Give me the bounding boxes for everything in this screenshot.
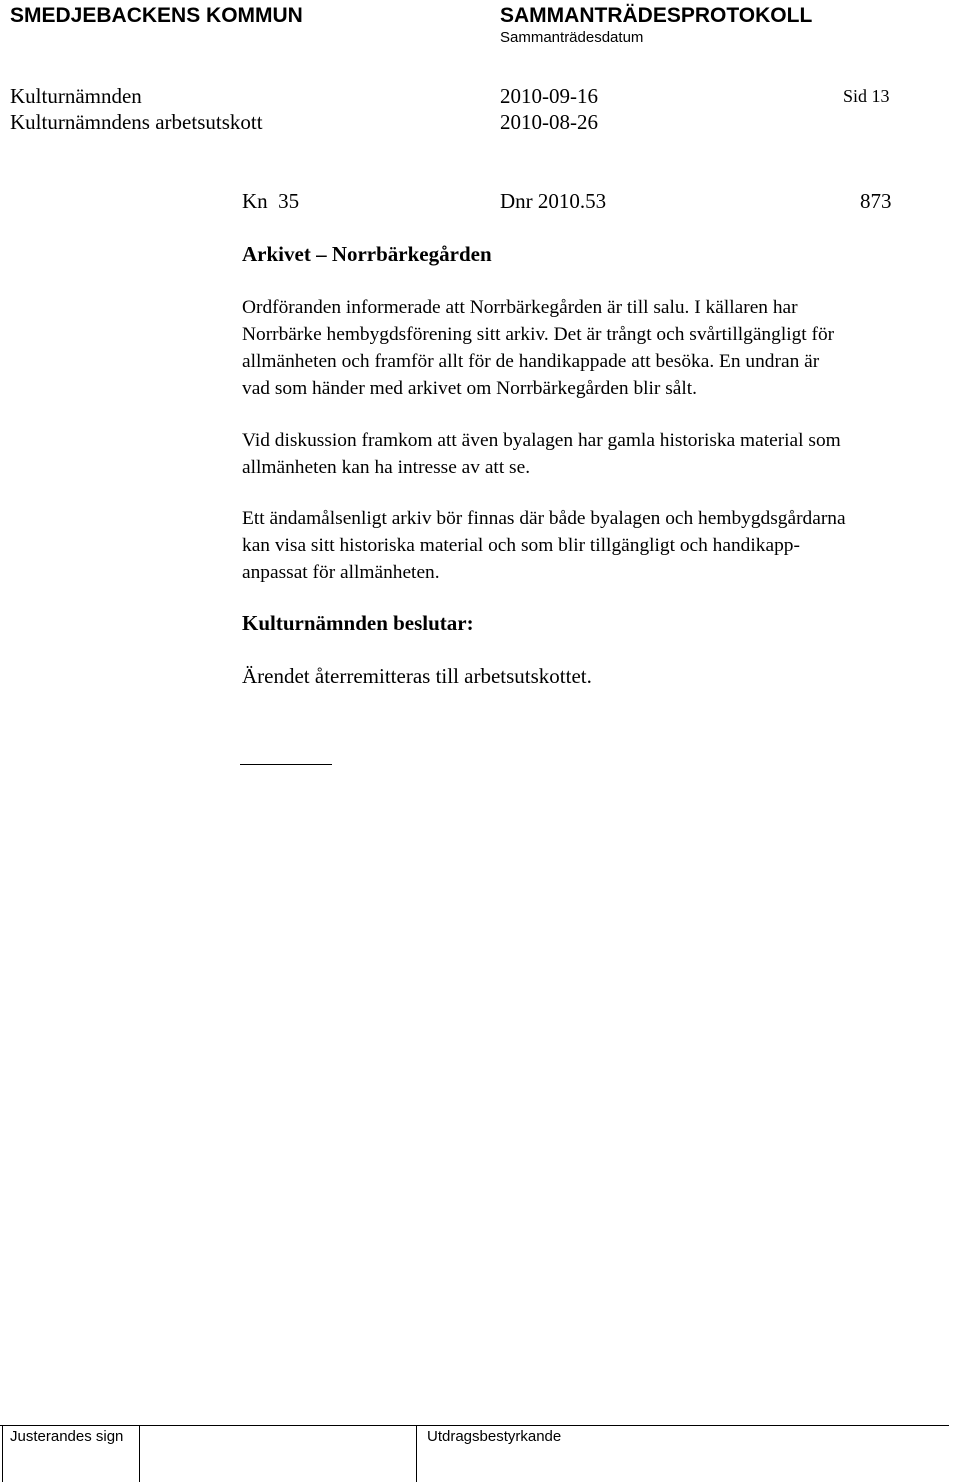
document-type: SAMMANTRÄDESPROTOKOLL [500,4,813,27]
committee-name: Kulturnämnden [10,84,142,108]
paragraph-line: vad som händer med arkivet om Norrbärkegården blir sålt. [242,378,697,399]
subcommittee-name: Kulturnämndens arbetsutskott [10,110,263,134]
paragraph-3 [242,505,960,586]
case-title: Arkivet – Norrbärkegården [242,242,492,266]
footer-divider [0,1425,949,1426]
committee-date: 2010-09-16 [500,84,598,108]
paragraph-line: anpassat för allmänheten. [242,562,440,583]
diary-number: Dnr 2010.53 [500,189,607,213]
paragraph-line: allmänheten och framför allt för de handikappade att besöka. En undran är [242,351,820,372]
certification-label: Utdragsbestyrkande [427,1428,562,1445]
subcommittee-date: 2010-08-26 [500,110,598,134]
paragraph-line: Norrbärke hembygdsförening sitt arkiv. Det är trångt och svårtillgängligt för [242,324,835,345]
case-number: Kn 35 [242,189,300,213]
paragraph-1 [242,294,960,402]
paragraph-line: allmänheten kan ha intresse av att se. [242,457,531,478]
meeting-date-label: Sammanträdesdatum [500,29,644,46]
footer-cell-border [416,1425,417,1482]
paragraph-line: Ordföranden informerade att Norrbärkegården är till salu. I källaren har [242,297,798,318]
footer-cell-border [139,1425,140,1482]
paragraph-line: Ett ändamålsenligt arkiv bör finnas där både byalagen och hembygdsgårdarna [242,508,846,529]
signature-label: Justerandes sign [10,1428,124,1445]
paragraph-line: Vid diskussion framkom att även byalagen har gamla historiska material som [242,430,841,451]
page-number: Sid 13 [843,86,890,106]
paragraph-2 [242,427,960,481]
reference-number: 873 [860,189,892,213]
end-divider [240,764,332,765]
paragraph-line: kan visa sitt historiska material och som blir tillgängligt och handikapp- [242,535,800,556]
decision-text: Ärendet återremitteras till arbetsutskottet. [242,664,592,688]
decision-heading: Kulturnämnden beslutar: [242,611,474,635]
footer-cell-border [2,1425,3,1482]
organization-name: SMEDJEBACKENS KOMMUN [10,4,303,27]
